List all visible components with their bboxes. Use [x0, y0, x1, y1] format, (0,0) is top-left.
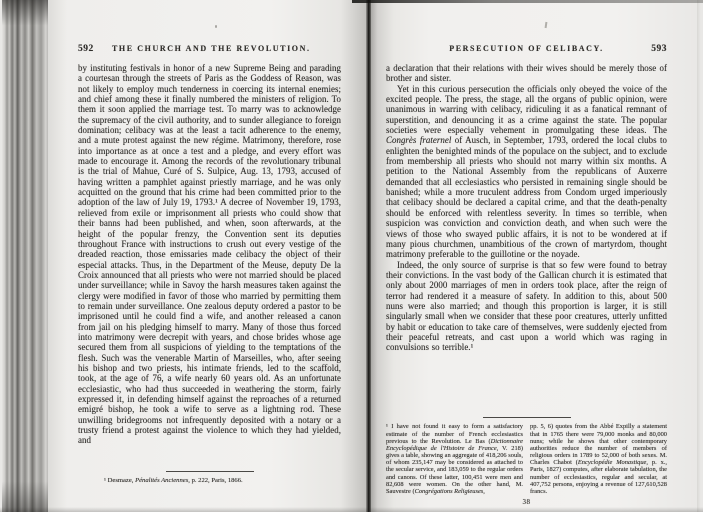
right-page-number: 593 [651, 44, 667, 54]
page-edges-left [2, 0, 48, 512]
right-body-paragraph: Indeed, the only source of surprise is that so few were found to betray their convictions. In the vast body of the Gallican church it is estimated that only about 2000 marriages of men in orders took place, after the reign of terror had rendered it a measure of safety. In addition to this, about 500 nuns were also married; and though this proportion is larger, it is still singularly small when we consider that these poor creatures, utterly unfitted by habit or education to take care of themselves, were suddenly ejected from their peaceful retreats, and cast upon a world which was raging in convulsions so terrible.¹ [386, 259, 667, 353]
scan-top-edge [352, 0, 703, 3]
left-page-number: 592 [78, 44, 94, 54]
left-footnote-block [78, 471, 341, 484]
left-page [48, 0, 366, 512]
right-body-paragraph: a declaration that their relations with their wives should be merely those of brother and sister. [386, 63, 667, 84]
scan-bottom-shadow [0, 507, 703, 512]
signature-mark: 38 [522, 498, 531, 506]
right-page-header [386, 44, 667, 54]
left-running-header: THE CHURCH AND THE REVOLUTION. [112, 44, 311, 53]
right-page [371, 0, 697, 512]
right-body-paragraph: Yet in this curious persecution the officials only obeyed the voice of the excited people. The press, the stage, all the organs of public opinion, were unanimous in warring with celibacy, ridiculing it as a fanatical remnant of superstition, and denouncing it as a crime against the state. The popular societies were especially vehement in promulgating these ideas. The Congrès fraternel of Ausch, in September, 1793, ordered the local clubs to enlighten the benighted minds of the populace on the subject, and to exclude from membership all priests who should not marry within six months. A petition to the National Assembly from the republicans of Auxerre demanded that all ecclesiastics who persisted in remaining single should be banished; while a more truculent address from Condom urged imperiously that celibacy should be declared a capital crime, and that the death-penalty should be enforced with relentless severity. In times so terrible, when suspicion was conviction and conviction death, and when such were the views of those who swayed public affairs, it is not to be wondered at if many pious churchmen, unambitious of the crown of martyrdom, thought matrimony preferable to the guillotine or the noyade. [386, 83, 667, 260]
right-footnote-column-left: ¹ I have not found it easy to form a satisfactory estimate of the number of French ecclesiastics previous to the Revolution. Le Bas (Dictionnaire Encyclopédique de l'Histoire de France, V. 218) gives a table, showing an aggregate of 418,206 souls, of whom 235,147 may be considered as attached to the secular service, and 183,059 to the regular orders and canons. Of these latter, 100,451 were men and 82,608 were women. On the other hand, M. Sauvestre (Congrégations Religieuses, [386, 423, 523, 495]
right-footnote-rule [483, 417, 571, 418]
right-footnote-column-right: pp. 5, 6) quotes from the Abbé Expilly a statement that in 1765 there were 79,000 monks and 80,000 nuns; while he shows that other contemporary authorities reduce the number of members of religious orders in 1789 to 52,000 of both sexes. M. Charles Chabot (Encyclopédie Monastique, p. x., Paris, 1827) computes, after elaborate tabulation, the number of ecclesiastics, regular and secular, at 407,752 persons, enjoying a revenue of 127,610,528 francs. [530, 423, 667, 495]
left-footnote-rule [166, 471, 254, 472]
left-footnote: ¹ Desmaze, Pénalités Anciennes, p. 222, Paris, 1866. [104, 476, 243, 484]
page-edge-right [697, 0, 703, 512]
right-footnote-columns [386, 423, 667, 495]
scan-speck [215, 25, 217, 28]
right-footnote-block [386, 417, 667, 506]
right-running-header: PERSECUTION OF CELIBACY. [449, 44, 604, 53]
left-body-paragraph: by instituting festivals in honor of a new Supreme Being and parading a courtesan through the streets of Paris as the Goddess of Reason, was not likely to employ much tenderness in coercing its internal enemies; and chief among these it finally numbered the ministers of religion. To them it soon applied the marriage test. To marry was to acknowledge the supremacy of the civil authority, and to sunder allegiance to foreign domination; celibacy was at the least a tacit adherence to the enemy, and a mute protest against the new régime. Matrimony, therefore, rose into importance as at once a test and a pledge, and every effort was made to encourage it. Among the records of the revolutionary tribunal is the trial of Mahue, Curé of S. Sulpice, Aug. 13, 1793, accused of having written a pamphlet against priestly marriage, and he was only acquitted on the ground that his crime had been committed prior to the adoption of the law of July 19, 1793.¹ A decree of November 19, 1793, relieved from exile or imprisonment all priests who could show that their banns had been published, and when, soon afterwards, at the height of the popular frenzy, the Convention sent its deputies throughout France with instructions to crush out every vestige of the dreaded reaction, those emissaries made celibacy the object of their especial attacks. Thus, in the Department of the Meuse, deputy De la Croix announced that all priests who were not married should be placed under surveillance; while in Savoy the harsh measures taken against the clergy were modified in favor of those who married by permitting them to remain under surveillance. One zealous deputy ordered a pastor to be imprisoned until he could find a wife, and another released a canon from jail on his pledging himself to marry. Many of those thus forced into matrimony were decrepit with years, and chose brides whose age secured them from all suspicions of yielding to the temptations of the flesh. Such was the venerable Martin of Marseilles, who, after seeing his bishop and two priests, his intimate friends, led to the scaffold, took, at the age of 76, a wife nearly 60 years old. As an unfortunate ecclesiastic, who had thus succeeded in weathering the storm, fairly expressed it, in defending himself against the reproaches of a returned emigré bishop, he took a wife to serve as a lightning rod. These unwilling bridegrooms not infrequently deposited with a notary or a trusty friend a protest against the violence to which they had yielded, and [78, 63, 341, 446]
left-page-header [78, 44, 341, 54]
